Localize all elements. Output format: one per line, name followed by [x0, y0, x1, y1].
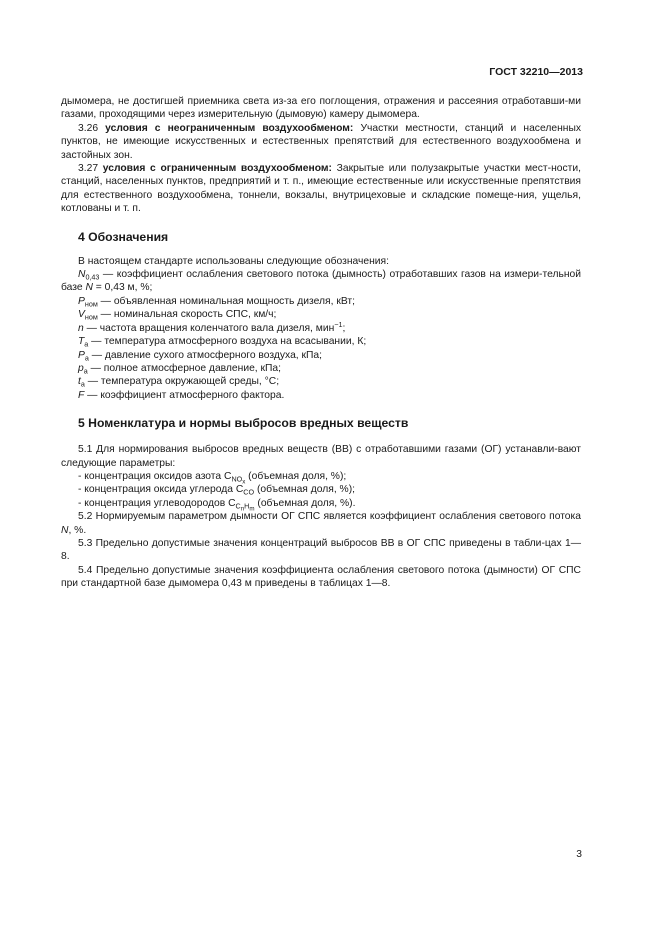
symbol-description: — давление сухого атмосферного воздуха, кПа;: [88, 349, 323, 361]
symbol-description: — частота вращения коленчатого вала дизеля, мин: [83, 322, 335, 334]
parameter-subscript: C: [235, 501, 241, 511]
paragraph-5-1: 5.1 Для нормирования выбросов вредных веществ (ВВ) с отработавшими газами (ОГ) устанавли-вают следующие параметры:: [61, 444, 581, 469]
symbol-description: — температура окружающей среды, °С;: [84, 376, 280, 388]
parameter-item: [61, 470, 581, 486]
definition-number: 3.27: [78, 163, 99, 175]
symbol-letter: N: [85, 282, 93, 294]
parameter-subscript-4: m: [249, 505, 255, 513]
parameter-suffix: (объемная доля, %);: [245, 470, 347, 482]
symbol-description: = 0,43 м, %;: [92, 282, 153, 294]
symbol-description: — номинальная скорость СПС, км/ч;: [97, 309, 277, 321]
symbol-letter: N: [78, 269, 86, 281]
parameter-subscript-2: n: [240, 505, 245, 513]
symbol-line: [61, 308, 581, 321]
symbol-subscript: 0,43: [85, 272, 100, 282]
section-5-title: 5 Номенклатура и нормы выбросов вредных веществ: [78, 416, 409, 431]
parameter-prefix: - концентрация углеводородов С: [78, 497, 236, 509]
paragraph-5-4: 5.4 Предельно допустимые значения коэффициента ослабления светового потока (дымности) ОГ СПС при стандартной базе дымомера 0,43 м приведены в таблицах 1—8.: [61, 564, 581, 590]
page-number: 3: [576, 849, 582, 860]
symbol-letter: N: [61, 524, 69, 536]
parameter-suffix: (объемная доля, %);: [254, 484, 356, 496]
symbol-subscript: а: [84, 353, 89, 363]
definition-text: Участки местности, станций и населенных пунктов, не имеющие искусственных и естественных препятствий для естественного воздухообмена и застойных зон.: [61, 122, 581, 161]
parameter-suffix: (объемная доля, %).: [254, 497, 356, 509]
document-number-header: ГОСТ 32210—2013: [489, 66, 583, 78]
section-4-intro: В настоящем стандарте использованы следующие обозначения:: [78, 255, 389, 267]
parameter-subscript: CO: [243, 487, 255, 497]
symbol-description: — коэффициент ослабления светового потока (дымность) отработавших газов на измери-тельной базе: [61, 269, 581, 294]
parameter-item: [61, 497, 581, 513]
parameter-subscript-2: x: [242, 478, 246, 486]
symbol-description: — коэффициент атмосферного фактора.: [84, 389, 285, 401]
parameter-prefix: - концентрация оксидов азота С: [78, 470, 232, 482]
definition-term: условия с ограниченным воздухообменом:: [102, 163, 332, 175]
definition-3-27: [61, 162, 581, 216]
symbol-line: [61, 319, 581, 335]
parameter-subscript-3: H: [244, 501, 250, 511]
symbol-line: [61, 375, 581, 388]
symbol-letter: F: [78, 389, 85, 401]
symbol-line: [61, 295, 581, 308]
symbol-letter: P: [78, 349, 85, 361]
parameter-prefix: - концентрация оксида углерода С: [78, 484, 244, 496]
definition-number: 3.26: [78, 122, 99, 134]
symbol-description: — объявленная номинальная мощность дизеля, кВт;: [97, 295, 355, 307]
page-content: [61, 95, 581, 591]
symbol-subscript: а: [84, 339, 89, 349]
symbol-letter: T: [78, 336, 85, 348]
paragraph-5-2: [61, 510, 581, 537]
symbol-letter: p: [78, 362, 84, 374]
symbol-description-tail: ;: [342, 322, 346, 334]
symbol-description: — полное атмосферное давление, кПа;: [87, 362, 282, 374]
paragraph-text: 5.2 Нормируемым параметром дымности ОГ СПС является коэффициент ослабления светового потока: [78, 511, 581, 523]
symbol-line: [61, 335, 581, 348]
parameter-item: [61, 483, 581, 496]
paragraph-5-3: 5.3 Предельно допустимые значения концентраций выбросов ВВ в ОГ СПС приведены в табли-цах 1—8.: [61, 537, 581, 563]
intro-paragraph: дымомера, не достигшей приемника света из-за его поглощения, отражения и рассеяния отработавши-ми газами, проходящими через измерительную (дымовую) камеру дымомера.: [61, 96, 581, 121]
section-4-title: 4 Обозначения: [78, 229, 169, 244]
symbol-n043: [61, 268, 581, 295]
symbol-line: [61, 389, 581, 402]
symbol-letter: V: [78, 309, 85, 321]
paragraph-text-tail: , %.: [68, 524, 87, 536]
symbol-subscript: а: [80, 379, 85, 389]
symbol-subscript: ном: [84, 312, 98, 322]
definition-text: Закрытые или полузакрытые участки мест-ности, станций, населенных пунктов, предприятий и т. п., имеющие естественные или искусственные препятствия для естественного воздухообмена, тоннели, вокзалы, внутрицеховые и складские помеще-ния, ущелья, котлованы и т. п.: [61, 163, 581, 215]
symbol-letter: t: [78, 376, 81, 388]
symbol-subscript: а: [83, 366, 88, 376]
symbol-line: [61, 362, 581, 375]
definition-3-26: [61, 122, 581, 162]
symbol-letter: n: [78, 322, 84, 334]
definition-term: условия с неограниченным воздухообменом:: [105, 122, 354, 134]
symbol-line: [61, 349, 581, 362]
symbol-subscript: ном: [84, 299, 98, 309]
symbol-description: — температура атмосферного воздуха на всасывании, К;: [88, 336, 367, 348]
unit-superscript: −1: [334, 319, 343, 329]
symbol-letter: P: [78, 295, 85, 307]
parameter-subscript: NO: [231, 474, 243, 484]
